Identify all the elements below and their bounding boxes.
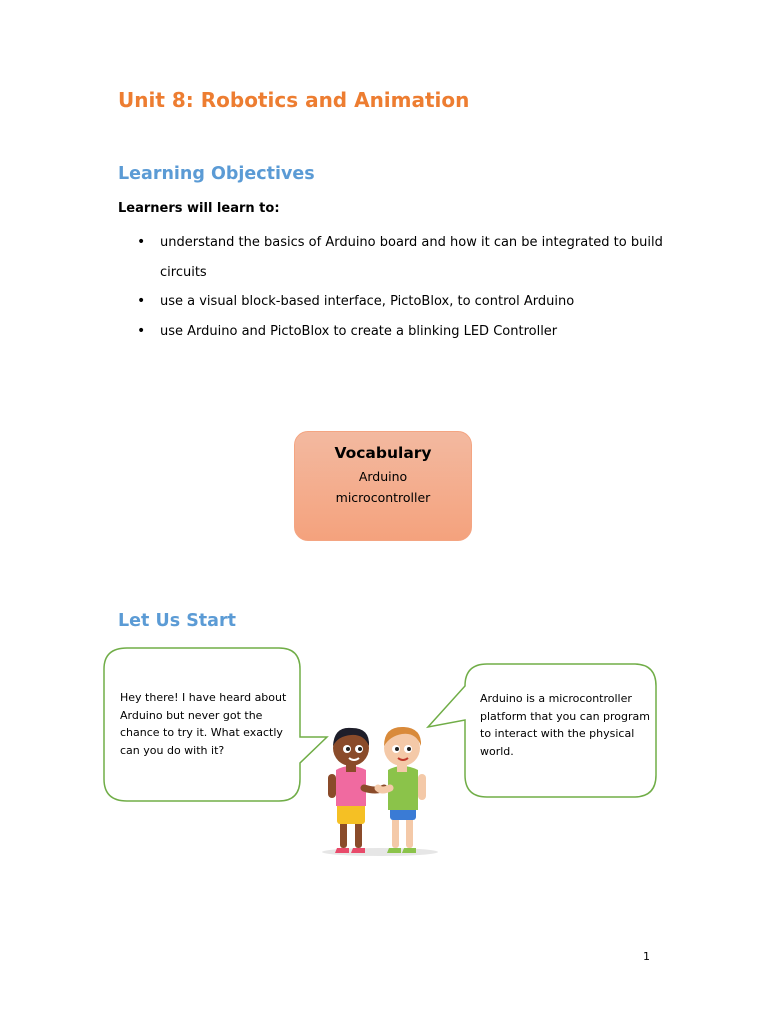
left-speech-text: Hey there! I have heard about Arduino but never got the chance to try it. What exactly can you do with it? (120, 691, 287, 757)
vocabulary-term: Arduino (358, 469, 408, 484)
right-speech-text: Arduino is a microcontroller platform that you can program to interact with the physical world. (480, 692, 650, 758)
kids-illustration (318, 718, 446, 860)
unit-title: Unit 8: Robotics and Animation (118, 88, 470, 112)
objective-item: • understand the basics of Arduino board and how it can be integrated to build circuits (118, 228, 678, 287)
objective-item: • use Arduino and PictoBlox to create a blinking LED Controller (118, 317, 678, 347)
let-us-start-heading: Let Us Start (118, 611, 236, 631)
learners-lead: Learners will learn to: (118, 201, 280, 216)
page-number: 1 (643, 950, 650, 963)
vocabulary-title: Vocabulary (334, 444, 432, 462)
vocabulary-term: microcontroller (335, 490, 431, 505)
learning-objectives-heading: Learning Objectives (118, 164, 315, 184)
objective-item: • use a visual block-based interface, PictoBlox, to control Arduino (118, 287, 678, 317)
right-kid-figure (378, 727, 426, 853)
